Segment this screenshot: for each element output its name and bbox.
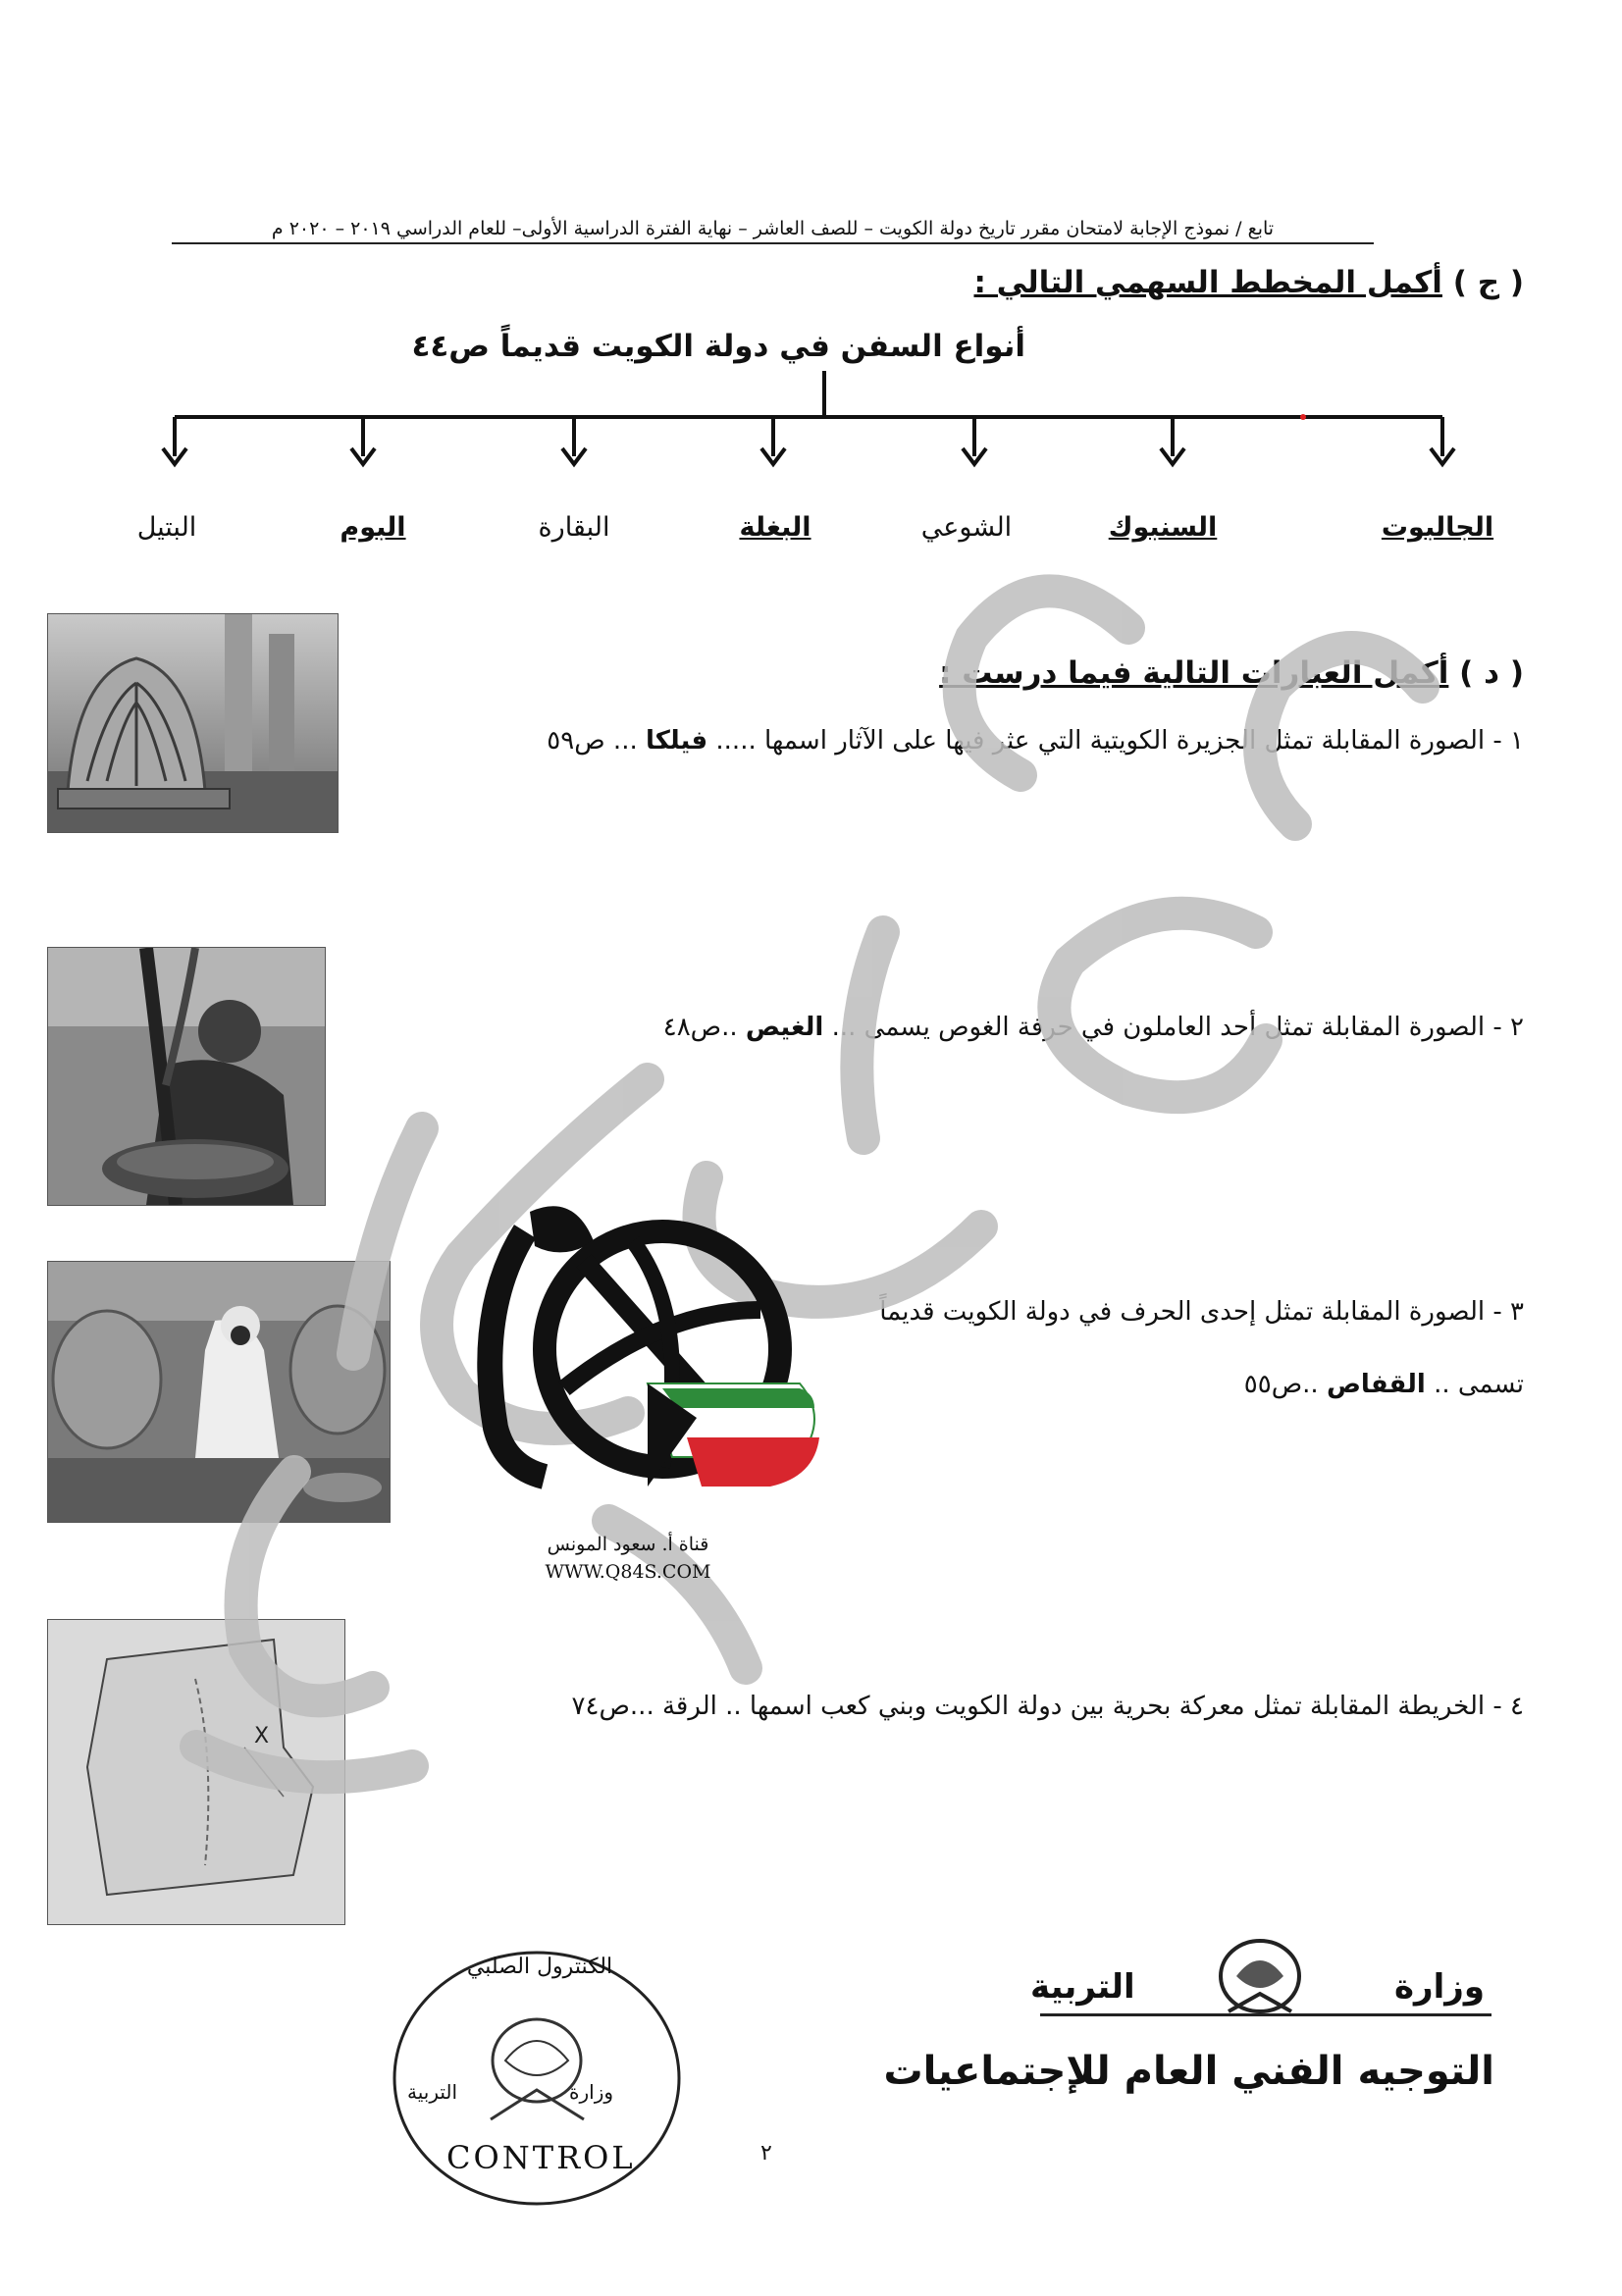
item-3-line2-prefix: تسمى .. [1434,1370,1524,1399]
section-d-label: ( د ) [1459,655,1524,691]
ship-jalboot: الجالبوت [1381,512,1494,543]
item-1-prefix: ١ - الصورة المقابلة تمثل الجزيرة الكويتية التي عثر فيها على الآثار اسمها ..... [715,726,1524,756]
svg-text:X: X [254,1724,270,1748]
ministry-department: التوجيه الفني العام للإجتماعيات [883,2049,1494,2094]
ministry-divider [1040,2013,1491,2016]
section-c-title: أكمل المخطط السهمي التالي : [973,265,1442,300]
page-number: ٢ [760,2141,772,2166]
item-3-suffix: ..ص٥٥ [1243,1370,1319,1399]
stamp-top-text: الكنترول الصلبي [466,1955,613,1979]
ministry-word2: التربية [1030,1967,1135,2007]
arrow-diagram [0,0,1622,491]
item-1-suffix: ... ص٥٩ [547,726,638,756]
ship-shoui: الشوعي [920,512,1013,543]
stamp-right-text: التربية [407,2080,458,2104]
control-stamp [388,1943,687,2213]
kuwait-flag-globe-icon [437,1173,844,1526]
ship-baqqara: البقارة [538,512,610,543]
page-header: تابع / نموذج الإجابة لامتحان مقرر تاريخ دولة الكويت – للصف العاشر – نهاية الفترة الدراسية الأولى– للعام الدراسي ٢٠١٩ – ٢٠٢٠ م [172,218,1374,244]
ship-boom: البوم [340,512,406,543]
section-d-heading [939,655,1524,691]
channel-name: قناة أ. سعود المونس [547,1534,709,1555]
item-3-prefix: ٣ - الصورة المقابلة تمثل إحدى الحرف في دولة الكويت قديماً [879,1297,1524,1327]
channel-logo [437,1173,844,1594]
item-1-answer: فيلكا [646,726,708,756]
item-2-answer: الغيص [745,1013,824,1042]
diagram-title: أنواع السفن في دولة الكويت قديماً ص٤٤ [411,329,1025,364]
ship-baghla: البغلة [739,512,811,543]
failaka-ruins-image [47,613,339,833]
stamp-bottom-text: CONTROL [446,2139,636,2176]
ship-batteel: البتيل [136,512,197,543]
channel-url: WWW.Q84S.COM [545,1561,711,1583]
item-4-prefix: ٤ - الخريطة المقابلة تمثل معركة بحرية بين دولة الكويت وبني كعب اسمها .. الرقة ...ص٧٤ [571,1692,1524,1721]
item-2-suffix: ..ص٤٨ [662,1013,738,1042]
item-1 [346,726,1524,756]
item-4 [346,1692,1524,1721]
basket-maker-image [47,1261,391,1523]
ship-sanbook: السنبوك [1108,512,1218,543]
item-2 [346,1013,1524,1042]
section-d-title: أكمل العبارات التالية فيما درست : [939,655,1449,691]
battle-map-image [47,1619,345,1925]
ministry-emblem-icon [1209,1935,1312,2033]
item-3-answer: القفاص [1326,1370,1426,1399]
item-2-prefix: ٢ - الصورة المقابلة تمثل أحد العاملون في حرفة الغوص يسمى ... [831,1013,1524,1042]
section-c-label: ( ج ) [1452,265,1524,300]
stamp-left-text: وزارة [569,2080,614,2104]
ministry-word1: وزارة [1393,1967,1485,2007]
diver-image [47,947,326,1206]
